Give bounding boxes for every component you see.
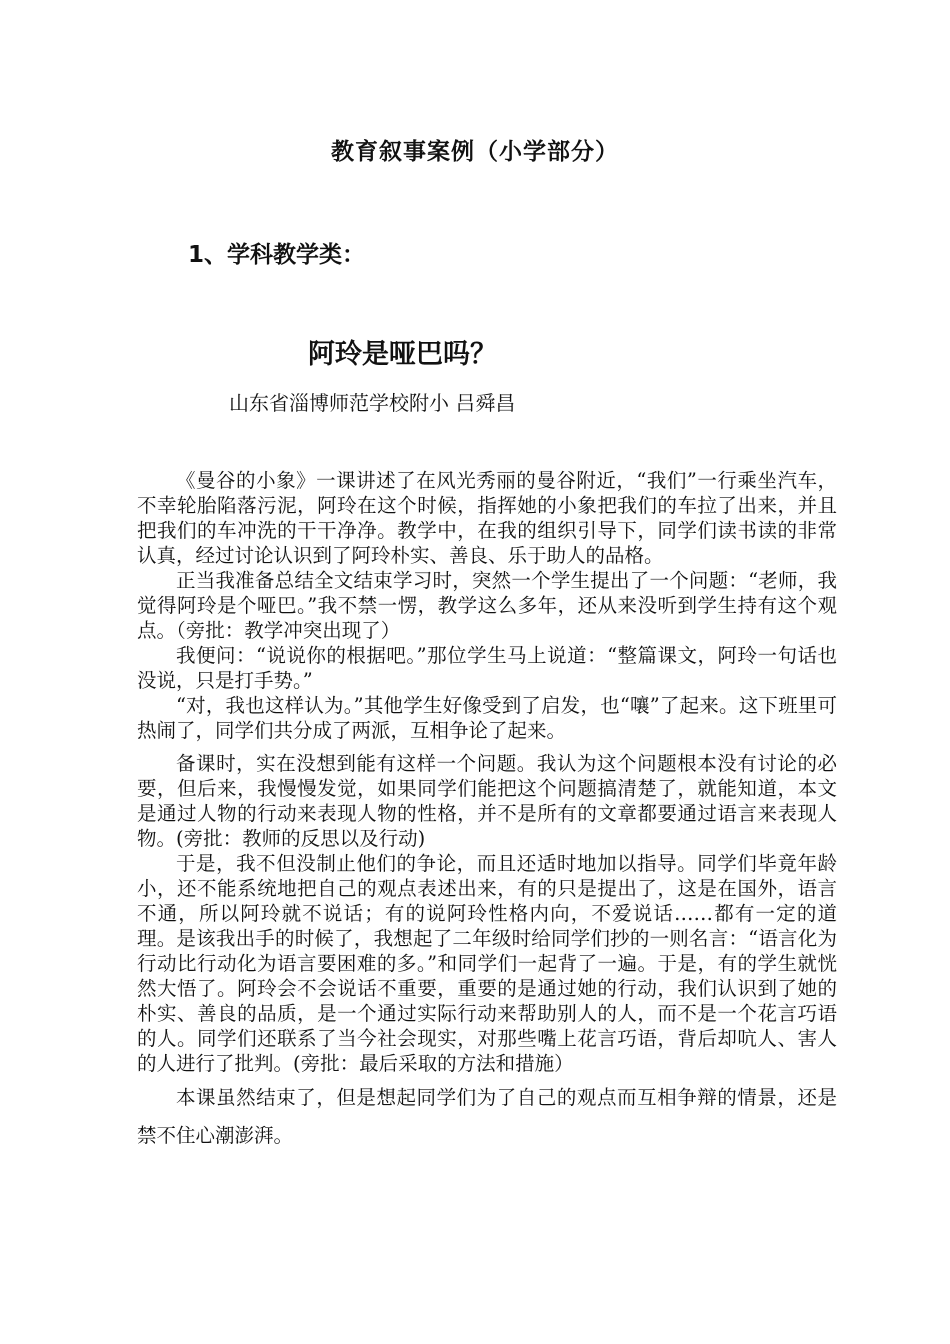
- paragraph: 于是，我不但没制止他们的争论，而且还适时地加以指导。同学们毕竟年龄小，还不能系统地把自己的观点表述出来，有的只是提出了，这是在国外，语言不通，所以阿玲就不说话；有的说阿玲性格内向，不爱说话……都有一定的道理。是该我出手的时候了，我想起了二年级时给同学们抄的一则名言：“语言化为行动比行动化为语言要困难的多。”和同学们一起背了一遍。于是，有的学生就恍然大悟了。阿玲会不会说话不重要，重要的是通过她的行动，我们认识到了她的朴实、善良的品质，是一个通过实际行动来帮助别人的人，而不是一个花言巧语的人。同学们还联系了当今社会现实，对那些嘴上花言巧语，背后却吭人、害人的人进行了批判。(旁批：最后采取的方法和措施）: [137, 852, 837, 1075]
- paragraph: “对，我也这样认为。”其他学生好像受到了启发，也“嚷”了起来。这下班里可热闹了，同学们共分成了两派，互相争论了起来。: [137, 694, 837, 742]
- document-title: 教育叙事案例（小学部分）: [331, 139, 619, 165]
- article-body: [137, 468, 837, 1155]
- article-title: 阿玲是哑巴吗？: [308, 339, 497, 370]
- author-byline: 山东省淄博师范学校附小 吕舜昌: [229, 391, 516, 415]
- paragraph: 我便问：“说说你的根据吧。”那位学生马上说道：“整篇课文，阿玲一句话也没说，只是打手势。”: [137, 644, 837, 692]
- paragraph: 《曼谷的小象》一课讲述了在风光秀丽的曼谷附近，“我们”一行乘坐汽车，不幸轮胎陷落污泥，阿玲在这个时候，指挥她的小象把我们的车拉了出来，并且把我们的车冲洗的干干净净。教学中，在我的组织引导下，同学们读书读的非常认真，经过讨论认识到了阿玲朴实、善良、乐于助人的品格。: [137, 469, 837, 567]
- paragraph: 备课时，实在没想到能有这样一个问题。我认为这个问题根本没有讨论的必要，但后来，我慢慢发觉，如果同学们能把这个问题搞清楚了，就能知道，本文是通过人物的行动来表现人物的性格，并不是所有的文章都要通过语言来表现人物。(旁批：教师的反思以及行动): [137, 752, 837, 850]
- section-heading: 1、学科教学类：: [188, 242, 366, 268]
- paragraph: 本课虽然结束了，但是想起同学们为了自己的观点而互相争辩的情景，还是禁不住心潮澎湃。: [137, 1086, 837, 1147]
- paragraph: 正当我准备总结全文结束学习时，突然一个学生提出了一个问题：“老师，我觉得阿玲是个哑巴。”我不禁一愣，教学这么多年，还从来没听到学生持有这个观点。（旁批：教学冲突出现了）: [137, 569, 837, 642]
